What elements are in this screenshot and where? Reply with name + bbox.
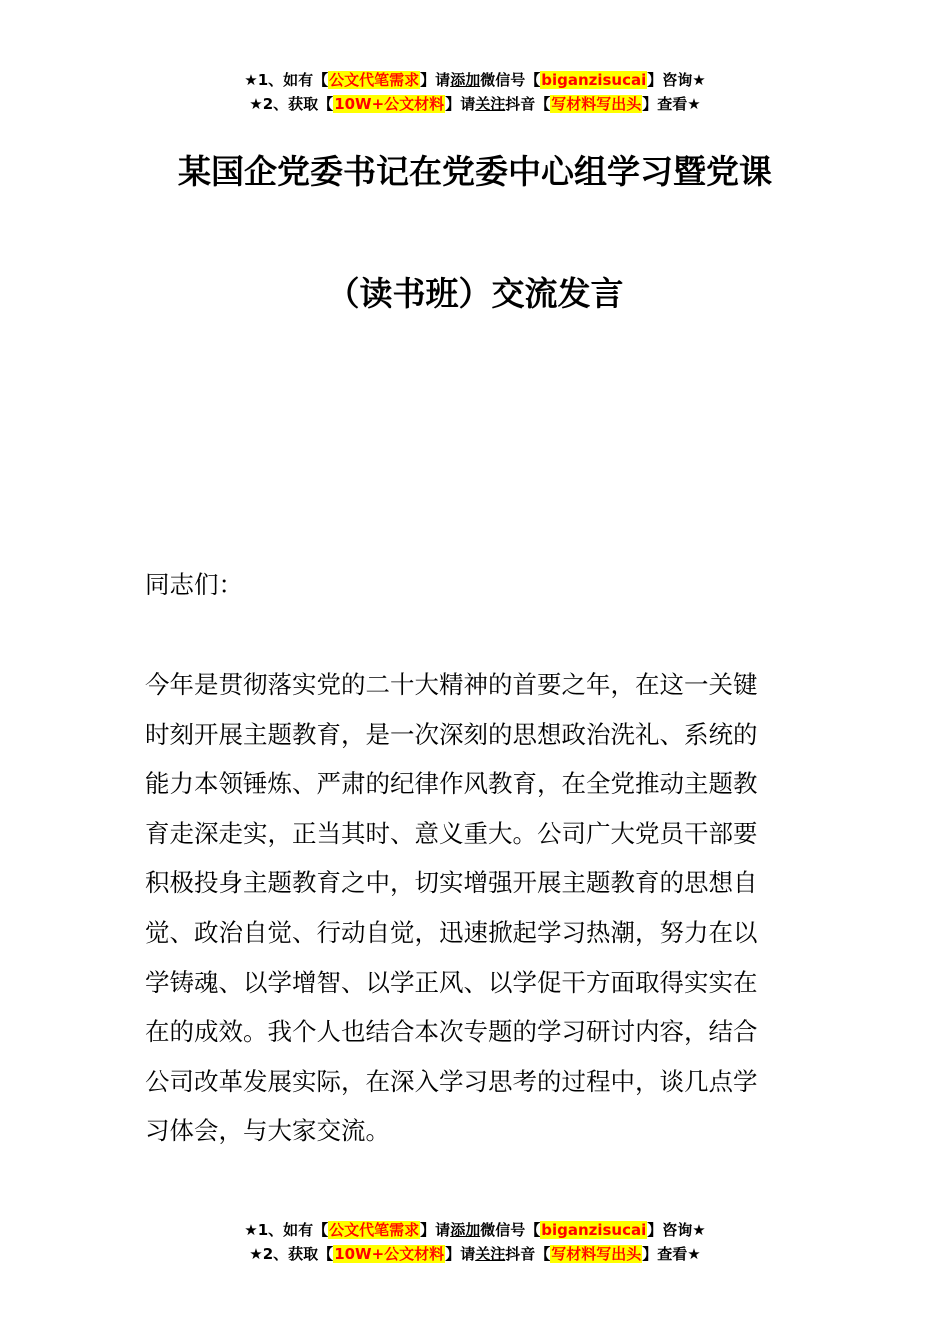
- banner-1-prefix: ★1、如有【: [244, 1221, 329, 1239]
- banner-1-mid: 】请: [420, 71, 451, 89]
- paragraph-line: 学铸魂、以学增智、以学正风、以学促干方面取得实实在: [145, 967, 758, 997]
- footer-banner: [0, 1218, 950, 1266]
- paragraph-line: 积极投身主题教育之中，切实增强开展主题教育的思想自: [145, 868, 758, 898]
- banner-2-mid2: 抖音【: [505, 1245, 551, 1263]
- banner-1-highlight-wechat: biganzisucai: [541, 1221, 647, 1239]
- banner-2-highlight-douyin: 写材料写出头: [551, 95, 642, 113]
- paragraph-line: 能力本领锤炼、严肃的纪律作风教育，在全党推动主题教: [145, 769, 758, 799]
- banner-1-highlight-wechat: biganzisucai: [541, 71, 647, 89]
- salutation: 同志们：: [145, 570, 243, 599]
- paragraph-line: 公司改革发展实际，在深入学习思考的过程中，谈几点学: [145, 1066, 758, 1096]
- banner-1-highlight-service: 公文代笔需求: [329, 1221, 420, 1239]
- banner-1-suffix: 】咨询★: [647, 71, 706, 89]
- banner-2-mid2: 抖音【: [505, 95, 551, 113]
- banner-1-emphasis: 添加: [450, 71, 481, 89]
- document-title-line-1: 某国企党委书记在党委中心组学习暨党课: [178, 152, 772, 191]
- banner-1-suffix: 】咨询★: [647, 1221, 706, 1239]
- banner-2-highlight-materials: 10W+公文材料: [334, 95, 445, 113]
- banner-2-mid: 】请: [445, 95, 476, 113]
- banner-2-highlight-douyin: 写材料写出头: [551, 1245, 642, 1263]
- banner-2-prefix: ★2、获取【: [249, 1245, 334, 1263]
- paragraph-line: 时刻开展主题教育，是一次深刻的思想政治洗礼、系统的: [145, 719, 758, 749]
- paragraph-line: 今年是贯彻落实党的二十大精神的首要之年，在这一关键: [145, 670, 758, 699]
- banner-2-suffix: 】查看★: [642, 95, 701, 113]
- banner-line-1: [0, 68, 950, 92]
- banner-line-2: [0, 92, 950, 116]
- banner-2-highlight-materials: 10W+公文材料: [334, 1245, 445, 1263]
- banner-1-prefix: ★1、如有【: [244, 71, 329, 89]
- banner-2-prefix: ★2、获取【: [249, 95, 334, 113]
- banner-line-1: [0, 1218, 950, 1242]
- paragraph-line: 育走深走实，正当其时、意义重大。公司广大党员干部要: [145, 818, 758, 848]
- banner-2-emphasis: 关注: [475, 95, 506, 113]
- banner-1-mid2: 微信号【: [480, 71, 541, 89]
- paragraph-line: 习体会，与大家交流。: [145, 1116, 390, 1146]
- paragraph-line: 觉、政治自觉、行动自觉，迅速掀起学习热潮，努力在以: [145, 917, 758, 947]
- banner-1-mid: 】请: [420, 1221, 451, 1239]
- banner-2-mid: 】请: [445, 1245, 476, 1263]
- paragraph-line: 在的成效。我个人也结合本次专题的学习研讨内容，结合: [145, 1017, 758, 1047]
- banner-line-2: [0, 1242, 950, 1266]
- banner-1-emphasis: 添加: [450, 1221, 481, 1239]
- banner-1-highlight-service: 公文代笔需求: [329, 71, 420, 89]
- banner-1-mid2: 微信号【: [480, 1221, 541, 1239]
- document-title-line-2: （读书班）交流发言: [326, 274, 624, 313]
- body-paragraph: [145, 660, 807, 1156]
- banner-2-emphasis: 关注: [475, 1245, 506, 1263]
- header-banner: [0, 68, 950, 116]
- banner-2-suffix: 】查看★: [642, 1245, 701, 1263]
